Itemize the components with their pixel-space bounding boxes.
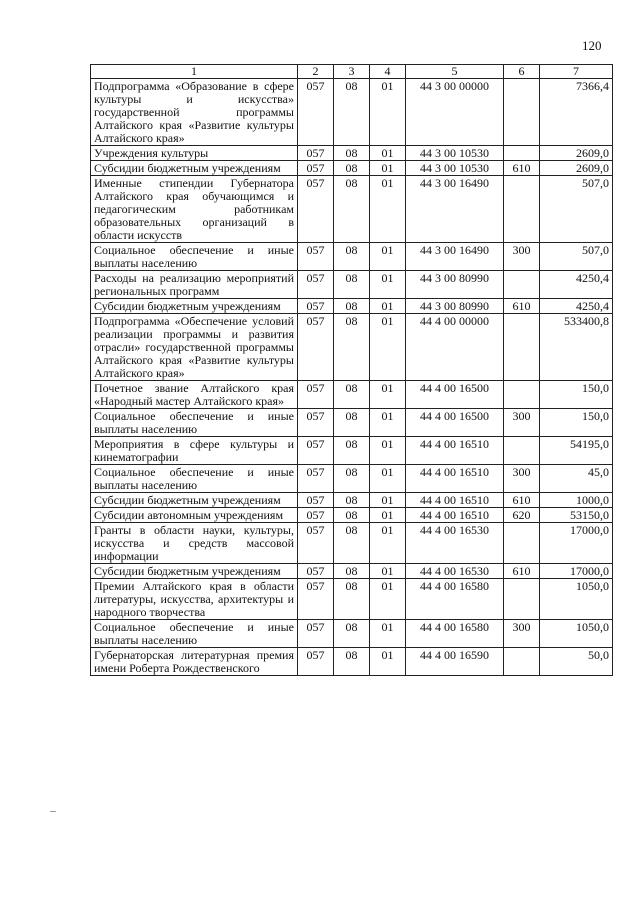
cell-name: Социальное обеспечение и иные выплаты населению — [91, 620, 298, 648]
cell-expense-type — [504, 523, 540, 564]
cell-expense-type: 300 — [504, 243, 540, 271]
cell-section-code: 08 — [334, 465, 370, 493]
cell-ministry-code: 057 — [298, 409, 334, 437]
cell-amount: 4250,4 — [540, 271, 613, 299]
cell-target-article: 44 4 00 16500 — [406, 381, 504, 409]
table-row — [91, 146, 613, 161]
cell-ministry-code: 057 — [298, 381, 334, 409]
table-row — [91, 465, 613, 493]
cell-target-article: 44 4 00 16510 — [406, 508, 504, 523]
cell-amount: 1050,0 — [540, 620, 613, 648]
cell-expense-type — [504, 146, 540, 161]
cell-amount: 2609,0 — [540, 146, 613, 161]
cell-ministry-code: 057 — [298, 564, 334, 579]
cell-expense-type: 300 — [504, 465, 540, 493]
cell-ministry-code: 057 — [298, 314, 334, 381]
cell-ministry-code: 057 — [298, 648, 334, 676]
cell-amount: 533400,8 — [540, 314, 613, 381]
cell-subsection-code: 01 — [370, 381, 406, 409]
cell-name: Субсидии автономным учреждениям — [91, 508, 298, 523]
cell-ministry-code: 057 — [298, 579, 334, 620]
cell-ministry-code: 057 — [298, 437, 334, 465]
cell-target-article: 44 3 00 16490 — [406, 243, 504, 271]
cell-expense-type — [504, 648, 540, 676]
table-row — [91, 271, 613, 299]
cell-subsection-code: 01 — [370, 243, 406, 271]
table-row — [91, 437, 613, 465]
cell-target-article: 44 4 00 16590 — [406, 648, 504, 676]
cell-subsection-code: 01 — [370, 409, 406, 437]
cell-subsection-code: 01 — [370, 508, 406, 523]
table-header-row — [91, 65, 613, 79]
cell-target-article: 44 4 00 16530 — [406, 523, 504, 564]
cell-ministry-code: 057 — [298, 620, 334, 648]
cell-subsection-code: 01 — [370, 271, 406, 299]
table-row — [91, 493, 613, 508]
cell-expense-type: 610 — [504, 493, 540, 508]
cell-amount: 17000,0 — [540, 564, 613, 579]
column-header-4: 4 — [370, 65, 406, 79]
gutter-mark: – — [50, 803, 56, 817]
cell-name: Субсидии бюджетным учреждениям — [91, 161, 298, 176]
cell-target-article: 44 4 00 16510 — [406, 465, 504, 493]
cell-ministry-code: 057 — [298, 146, 334, 161]
cell-section-code: 08 — [334, 579, 370, 620]
cell-section-code: 08 — [334, 314, 370, 381]
cell-subsection-code: 01 — [370, 465, 406, 493]
cell-ministry-code: 057 — [298, 243, 334, 271]
cell-ministry-code: 057 — [298, 79, 334, 146]
cell-section-code: 08 — [334, 648, 370, 676]
cell-amount: 4250,4 — [540, 299, 613, 314]
cell-target-article: 44 4 00 00000 — [406, 314, 504, 381]
cell-subsection-code: 01 — [370, 579, 406, 620]
cell-section-code: 08 — [334, 271, 370, 299]
cell-section-code: 08 — [334, 161, 370, 176]
column-header-5: 5 — [406, 65, 504, 79]
cell-section-code: 08 — [334, 564, 370, 579]
cell-target-article: 44 4 00 16580 — [406, 579, 504, 620]
table-row — [91, 579, 613, 620]
cell-ministry-code: 057 — [298, 465, 334, 493]
cell-ministry-code: 057 — [298, 161, 334, 176]
cell-name: Мероприятия в сфере культуры и кинематографии — [91, 437, 298, 465]
cell-expense-type: 610 — [504, 161, 540, 176]
cell-section-code: 08 — [334, 508, 370, 523]
cell-target-article: 44 3 00 16490 — [406, 176, 504, 243]
cell-section-code: 08 — [334, 299, 370, 314]
cell-subsection-code: 01 — [370, 493, 406, 508]
page-number: 120 — [582, 38, 602, 53]
cell-name: Субсидии бюджетным учреждениям — [91, 564, 298, 579]
cell-ministry-code: 057 — [298, 523, 334, 564]
cell-expense-type — [504, 79, 540, 146]
cell-expense-type — [504, 437, 540, 465]
cell-section-code: 08 — [334, 79, 370, 146]
cell-subsection-code: 01 — [370, 79, 406, 146]
cell-expense-type: 610 — [504, 564, 540, 579]
table-row — [91, 564, 613, 579]
cell-amount: 507,0 — [540, 176, 613, 243]
cell-name: Почетное звание Алтайского края «Народный мастер Алтайского края» — [91, 381, 298, 409]
cell-name: Губернаторская литературная премия имени Роберта Рождественского — [91, 648, 298, 676]
table-body — [91, 79, 613, 676]
cell-amount: 1050,0 — [540, 579, 613, 620]
cell-name: Подпрограмма «Образование в сфере культуры и искусства» государственной программы Алтайского края «Развитие культуры Алтайского края» — [91, 79, 298, 146]
cell-subsection-code: 01 — [370, 299, 406, 314]
cell-name: Именные стипендии Губернатора Алтайского края обучающимся и педагогическим работникам образовательных организаций в области искусств — [91, 176, 298, 243]
cell-section-code: 08 — [334, 409, 370, 437]
cell-expense-type: 300 — [504, 409, 540, 437]
cell-subsection-code: 01 — [370, 648, 406, 676]
cell-target-article: 44 4 00 16510 — [406, 493, 504, 508]
cell-section-code: 08 — [334, 437, 370, 465]
cell-name: Гранты в области науки, культуры, искусства и средств массовой информации — [91, 523, 298, 564]
cell-amount: 507,0 — [540, 243, 613, 271]
cell-expense-type — [504, 314, 540, 381]
cell-amount: 150,0 — [540, 381, 613, 409]
cell-subsection-code: 01 — [370, 176, 406, 243]
cell-ministry-code: 057 — [298, 176, 334, 243]
cell-section-code: 08 — [334, 243, 370, 271]
budget-table — [90, 64, 613, 676]
column-header-1: 1 — [91, 65, 298, 79]
table-row — [91, 381, 613, 409]
cell-section-code: 08 — [334, 146, 370, 161]
cell-target-article: 44 4 00 16580 — [406, 620, 504, 648]
cell-ministry-code: 057 — [298, 299, 334, 314]
cell-section-code: 08 — [334, 493, 370, 508]
cell-target-article: 44 4 00 16510 — [406, 437, 504, 465]
cell-amount: 1000,0 — [540, 493, 613, 508]
cell-target-article: 44 4 00 16530 — [406, 564, 504, 579]
cell-target-article: 44 3 00 10530 — [406, 161, 504, 176]
cell-subsection-code: 01 — [370, 146, 406, 161]
cell-section-code: 08 — [334, 620, 370, 648]
cell-name: Субсидии бюджетным учреждениям — [91, 493, 298, 508]
cell-amount: 53150,0 — [540, 508, 613, 523]
cell-target-article: 44 3 00 00000 — [406, 79, 504, 146]
table-row — [91, 243, 613, 271]
column-header-7: 7 — [540, 65, 613, 79]
cell-name: Социальное обеспечение и иные выплаты населению — [91, 243, 298, 271]
column-header-3: 3 — [334, 65, 370, 79]
column-header-6: 6 — [504, 65, 540, 79]
cell-section-code: 08 — [334, 176, 370, 243]
cell-ministry-code: 057 — [298, 493, 334, 508]
cell-target-article: 44 3 00 80990 — [406, 299, 504, 314]
cell-ministry-code: 057 — [298, 508, 334, 523]
table-row — [91, 314, 613, 381]
cell-ministry-code: 057 — [298, 271, 334, 299]
cell-name: Учреждения культуры — [91, 146, 298, 161]
table-row — [91, 508, 613, 523]
cell-amount: 45,0 — [540, 465, 613, 493]
table-row — [91, 620, 613, 648]
cell-expense-type — [504, 381, 540, 409]
cell-name: Расходы на реализацию мероприятий региональных программ — [91, 271, 298, 299]
cell-name: Субсидии бюджетным учреждениям — [91, 299, 298, 314]
cell-subsection-code: 01 — [370, 564, 406, 579]
cell-name: Социальное обеспечение и иные выплаты населению — [91, 409, 298, 437]
table-row — [91, 176, 613, 243]
cell-amount: 50,0 — [540, 648, 613, 676]
table-row — [91, 299, 613, 314]
cell-subsection-code: 01 — [370, 523, 406, 564]
cell-expense-type: 300 — [504, 620, 540, 648]
cell-expense-type: 610 — [504, 299, 540, 314]
cell-target-article: 44 3 00 10530 — [406, 146, 504, 161]
table-row — [91, 648, 613, 676]
cell-expense-type — [504, 176, 540, 243]
table-row — [91, 161, 613, 176]
cell-amount: 17000,0 — [540, 523, 613, 564]
cell-expense-type — [504, 271, 540, 299]
cell-section-code: 08 — [334, 523, 370, 564]
cell-target-article: 44 4 00 16500 — [406, 409, 504, 437]
cell-amount: 54195,0 — [540, 437, 613, 465]
table-row — [91, 79, 613, 146]
table-row — [91, 523, 613, 564]
cell-subsection-code: 01 — [370, 437, 406, 465]
column-header-2: 2 — [298, 65, 334, 79]
cell-amount: 7366,4 — [540, 79, 613, 146]
table-row — [91, 409, 613, 437]
cell-name: Социальное обеспечение и иные выплаты населению — [91, 465, 298, 493]
cell-amount: 2609,0 — [540, 161, 613, 176]
cell-section-code: 08 — [334, 381, 370, 409]
cell-subsection-code: 01 — [370, 161, 406, 176]
cell-name: Премии Алтайского края в области литературы, искусства, архитектуры и народного творчества — [91, 579, 298, 620]
cell-name: Подпрограмма «Обеспечение условий реализации программы и развития отрасли» государственной программы Алтайского края «Развитие культуры Алтайского края» — [91, 314, 298, 381]
cell-subsection-code: 01 — [370, 314, 406, 381]
cell-expense-type: 620 — [504, 508, 540, 523]
cell-expense-type — [504, 579, 540, 620]
cell-subsection-code: 01 — [370, 620, 406, 648]
cell-target-article: 44 3 00 80990 — [406, 271, 504, 299]
cell-amount: 150,0 — [540, 409, 613, 437]
